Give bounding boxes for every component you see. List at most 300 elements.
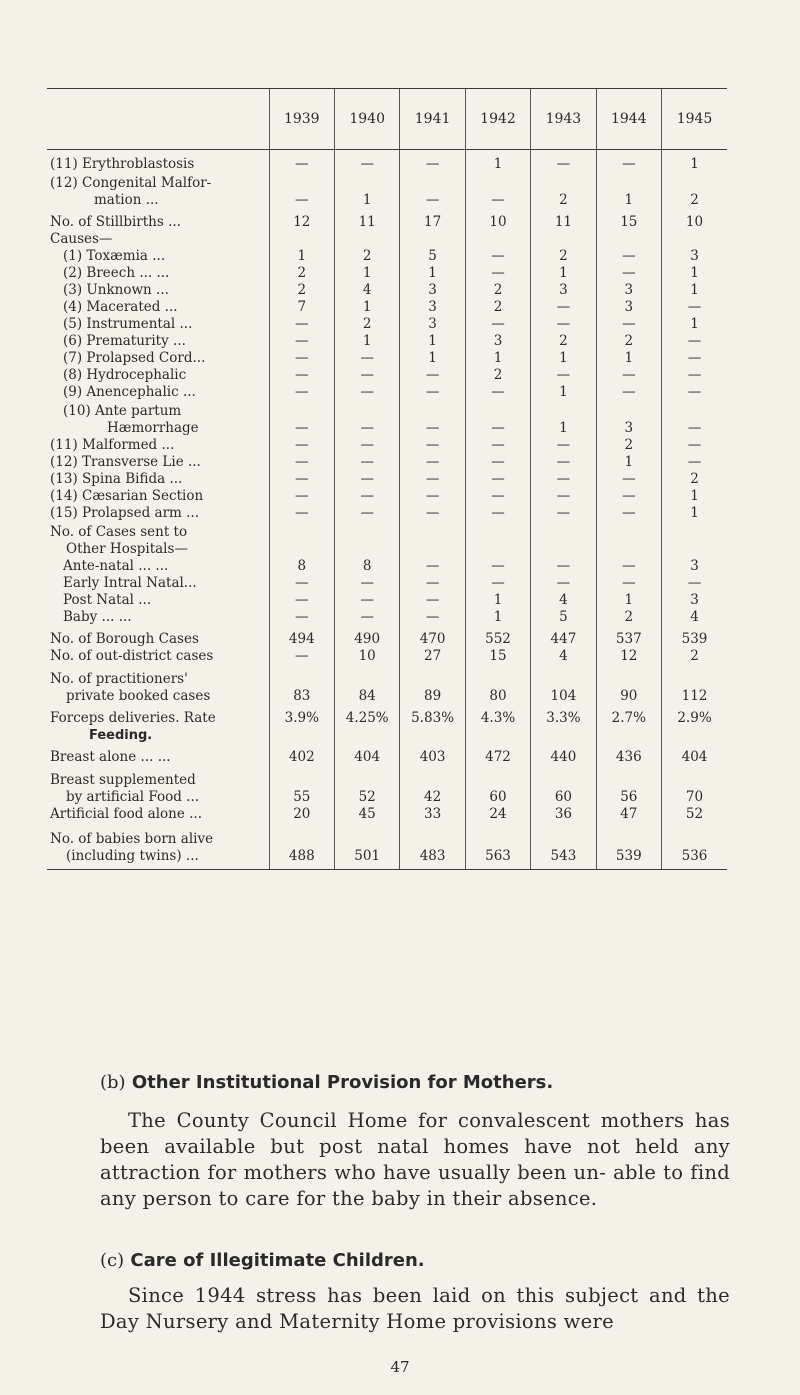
table-cell: 1 [531, 384, 596, 401]
table-cell [662, 522, 727, 558]
table-cell: 12 [596, 648, 661, 665]
table-cell: — [531, 367, 596, 384]
table-cell: 55 [269, 766, 334, 806]
table-row [47, 316, 727, 333]
table-cell: 2 [531, 248, 596, 265]
table-cell [596, 727, 661, 744]
table-cell: 80 [465, 665, 530, 705]
table-cell: — [400, 454, 465, 471]
table-cell: 1 [662, 316, 727, 333]
row-label [47, 299, 269, 316]
table-cell: 2 [596, 609, 661, 626]
table-cell: 10 [465, 209, 530, 231]
table-cell: — [269, 505, 334, 522]
table-row [47, 401, 727, 437]
row-label [47, 505, 269, 522]
row-label [47, 248, 269, 265]
table-cell: — [596, 384, 661, 401]
table-header-row [47, 89, 727, 150]
table-cell: 1 [662, 488, 727, 505]
table-cell: 3.9% [269, 705, 334, 727]
table-cell [662, 727, 727, 744]
table-cell: 15 [596, 209, 661, 231]
row-label-line: No. of out-district cases [50, 648, 214, 664]
table-cell: — [465, 558, 530, 575]
table-cell: — [465, 575, 530, 592]
table-cell: — [662, 437, 727, 454]
row-label [47, 316, 269, 333]
table-cell: 5.83% [400, 705, 465, 727]
table-cell: 10 [334, 648, 399, 665]
row-label [47, 558, 269, 575]
row-label-line: (2) Breech ... ... [63, 265, 170, 281]
table-cell: 3 [662, 592, 727, 609]
row-label-line: (8) Hydrocephalic [63, 367, 187, 383]
table-cell: — [465, 248, 530, 265]
table-cell: 47 [596, 806, 661, 823]
row-label [47, 231, 269, 248]
table-cell: — [269, 367, 334, 384]
row-label-line: Other Hospitals— [66, 541, 188, 557]
table-cell: 60 [531, 766, 596, 806]
table-cell: — [400, 437, 465, 454]
table-cell: — [269, 471, 334, 488]
table-cell [400, 231, 465, 248]
table-cell: — [334, 471, 399, 488]
table-cell: 10 [662, 209, 727, 231]
table-cell: — [662, 367, 727, 384]
table-cell: 3 [400, 282, 465, 299]
row-label [47, 265, 269, 282]
table-cell: 8 [334, 558, 399, 575]
table-cell: 447 [531, 626, 596, 648]
table-cell: — [334, 150, 399, 174]
table-cell: — [400, 575, 465, 592]
table-cell: — [334, 367, 399, 384]
table-cell: 2 [465, 367, 530, 384]
table-cell: 11 [531, 209, 596, 231]
table-cell: 60 [465, 766, 530, 806]
table-cell [531, 522, 596, 558]
section-b-text: The County Council Home for convalescent mothers has been available but post natal homes have not held any attraction for mothers who have usually been un- able to find any person to care for the baby in their absence. [100, 1109, 730, 1210]
table-cell [465, 231, 530, 248]
table-cell: 536 [662, 823, 727, 869]
table-cell: 3 [531, 282, 596, 299]
table-row [47, 744, 727, 766]
table-cell: 2 [531, 333, 596, 350]
table-cell: 4 [531, 592, 596, 609]
table-cell: — [531, 471, 596, 488]
table-cell: 2 [269, 265, 334, 282]
table-cell: 56 [596, 766, 661, 806]
row-label [47, 665, 269, 705]
table-cell: 3 [400, 299, 465, 316]
table-cell: — [269, 333, 334, 350]
year-header: 1944 [596, 89, 661, 150]
table-cell: — [269, 648, 334, 665]
table-cell: 1 [400, 265, 465, 282]
row-label-line: (10) Ante partum [63, 403, 182, 419]
table-cell: — [662, 384, 727, 401]
table-cell: 20 [269, 806, 334, 823]
table-cell: — [465, 316, 530, 333]
table-row [47, 350, 727, 367]
row-label [47, 367, 269, 384]
table-cell: — [596, 316, 661, 333]
table-cell: 563 [465, 823, 530, 869]
table-cell: — [465, 173, 530, 209]
table-cell: 2 [596, 333, 661, 350]
row-label-line: No. of babies born alive [50, 830, 214, 847]
table-cell: 3 [662, 558, 727, 575]
table-cell: — [400, 488, 465, 505]
table-cell: 490 [334, 626, 399, 648]
table-cell [269, 727, 334, 744]
table-cell: 1 [400, 333, 465, 350]
row-label [47, 384, 269, 401]
table-cell: 17 [400, 209, 465, 231]
table-cell: — [400, 150, 465, 174]
table-cell: — [465, 384, 530, 401]
table-cell: — [269, 401, 334, 437]
table-cell: 15 [465, 648, 530, 665]
table-cell: — [334, 401, 399, 437]
table-cell: 1 [334, 173, 399, 209]
row-label-line: No. of Borough Cases [50, 631, 199, 647]
table-row [47, 823, 727, 869]
section-b-heading [100, 1072, 553, 1093]
row-label-line: Breast alone ... ... [50, 749, 171, 765]
table-cell: 4.3% [465, 705, 530, 727]
table-cell [531, 231, 596, 248]
table-row [47, 265, 727, 282]
table-cell: 402 [269, 744, 334, 766]
table-cell [465, 522, 530, 558]
table-cell: 5 [531, 609, 596, 626]
table-cell: — [596, 367, 661, 384]
table-cell: 2 [465, 282, 530, 299]
row-label-line: (1) Toxæmia ... [63, 248, 166, 264]
table-cell: — [400, 384, 465, 401]
row-label-line: No. of Cases sent to [50, 524, 188, 540]
table-cell: — [662, 299, 727, 316]
table-row [47, 558, 727, 575]
row-label-line: Causes— [50, 231, 113, 247]
year-header: 1940 [334, 89, 399, 150]
table-row [47, 522, 727, 558]
table-row [47, 592, 727, 609]
table-cell: — [596, 575, 661, 592]
table-cell: 1 [334, 299, 399, 316]
table-cell: 1 [596, 350, 661, 367]
table-cell: 1 [662, 505, 727, 522]
table-row [47, 665, 727, 705]
table-cell: 2.7% [596, 705, 661, 727]
section-c-prefix: (c) [100, 1250, 125, 1271]
row-label [47, 209, 269, 231]
table-row [47, 384, 727, 401]
table-cell: — [269, 384, 334, 401]
table-cell: — [334, 505, 399, 522]
table-cell: 3 [400, 316, 465, 333]
table-cell: — [465, 488, 530, 505]
table-cell: 472 [465, 744, 530, 766]
table-cell: — [465, 265, 530, 282]
row-label [47, 727, 269, 744]
row-label [47, 488, 269, 505]
section-b-title: Other Institutional Provision for Mothers. [131, 1072, 554, 1093]
table-cell: 2 [269, 282, 334, 299]
table-row [47, 282, 727, 299]
table-cell: 112 [662, 665, 727, 705]
table-cell: 89 [400, 665, 465, 705]
table-cell: — [465, 437, 530, 454]
table-cell: — [269, 454, 334, 471]
table-cell [269, 231, 334, 248]
table-row [47, 437, 727, 454]
table-cell: — [400, 592, 465, 609]
row-label-line: private booked cases [66, 688, 211, 704]
table-cell: 11 [334, 209, 399, 231]
table-cell: 3 [596, 282, 661, 299]
table-cell [334, 231, 399, 248]
table-cell: 45 [334, 806, 399, 823]
table-cell: — [334, 454, 399, 471]
section-c-title: Care of Illegitimate Children. [130, 1250, 425, 1271]
table-cell: — [531, 150, 596, 174]
table-cell: — [465, 401, 530, 437]
table-row [47, 727, 727, 744]
table-row [47, 209, 727, 231]
row-label [47, 648, 269, 665]
row-label-line: (12) Transverse Lie ... [50, 454, 201, 470]
table-cell [400, 727, 465, 744]
table-cell: 1 [596, 173, 661, 209]
table-cell: 24 [465, 806, 530, 823]
table-cell: — [269, 592, 334, 609]
row-label-line: Early Intral Natal... [63, 575, 197, 591]
table-cell: 403 [400, 744, 465, 766]
table-cell: — [596, 150, 661, 174]
table-cell: 404 [334, 744, 399, 766]
table-cell: — [531, 454, 596, 471]
table-cell: — [531, 488, 596, 505]
table-cell: — [334, 592, 399, 609]
table-cell: — [531, 299, 596, 316]
row-label-line: No. of practitioners' [50, 671, 188, 687]
row-label [47, 401, 269, 437]
table-cell: 12 [269, 209, 334, 231]
table-row [47, 173, 727, 209]
table-row [47, 333, 727, 350]
table-cell: — [596, 488, 661, 505]
row-label [47, 575, 269, 592]
table-cell [465, 727, 530, 744]
table-cell: — [400, 367, 465, 384]
table-cell [662, 231, 727, 248]
table-cell: 483 [400, 823, 465, 869]
table-cell: 1 [400, 350, 465, 367]
table-cell: 436 [596, 744, 661, 766]
table-cell: — [596, 265, 661, 282]
table-cell: — [596, 248, 661, 265]
table-cell: — [662, 333, 727, 350]
row-label [47, 282, 269, 299]
row-label-line: (13) Spina Bifida ... [50, 471, 183, 487]
row-label-line: Artificial food alone ... [50, 806, 203, 822]
table-cell: — [465, 505, 530, 522]
row-label-line: by artificial Food ... [66, 789, 200, 805]
table-cell: 404 [662, 744, 727, 766]
table-cell: 440 [531, 744, 596, 766]
table-cell: 1 [269, 248, 334, 265]
table-cell: — [269, 609, 334, 626]
table-row [47, 626, 727, 648]
table-cell: — [269, 316, 334, 333]
table-cell: 3.3% [531, 705, 596, 727]
table-cell: — [334, 488, 399, 505]
table-cell: — [334, 609, 399, 626]
row-label-line: (11) Erythroblastosis [50, 156, 195, 172]
table-cell: 2 [662, 648, 727, 665]
table-cell: — [465, 471, 530, 488]
row-label-line: mation ... [94, 192, 159, 208]
table-cell: 84 [334, 665, 399, 705]
row-label [47, 744, 269, 766]
table-cell: 1 [465, 150, 530, 174]
table-cell: 1 [662, 282, 727, 299]
table-row [47, 248, 727, 265]
row-label-line: (4) Macerated ... [63, 299, 178, 315]
table-body [47, 150, 727, 870]
row-label-line: (6) Prematurity ... [63, 333, 186, 349]
table-cell: — [269, 350, 334, 367]
table-cell: 1 [465, 609, 530, 626]
section-b-prefix: (b) [100, 1072, 126, 1093]
table-cell: 2 [662, 471, 727, 488]
row-label-line: Forceps deliveries. Rate [50, 710, 216, 726]
year-header: 1941 [400, 89, 465, 150]
table-cell: — [662, 454, 727, 471]
table-cell: 1 [334, 333, 399, 350]
table-cell: 33 [400, 806, 465, 823]
row-label [47, 806, 269, 823]
table-cell: 42 [400, 766, 465, 806]
table-row [47, 575, 727, 592]
table-cell: — [531, 505, 596, 522]
table-cell: — [531, 575, 596, 592]
table-cell: 83 [269, 665, 334, 705]
row-label [47, 705, 269, 727]
table-cell: 2 [596, 437, 661, 454]
table-cell: 2 [662, 173, 727, 209]
year-header: 1945 [662, 89, 727, 150]
table-cell [531, 727, 596, 744]
table-cell: — [465, 454, 530, 471]
table-row [47, 488, 727, 505]
row-label-line: (14) Cæsarian Section [50, 488, 204, 504]
table-cell: 8 [269, 558, 334, 575]
table-cell: 52 [662, 806, 727, 823]
table-cell: — [596, 558, 661, 575]
table-row [47, 231, 727, 248]
table-cell: 470 [400, 626, 465, 648]
table-cell: 1 [531, 401, 596, 437]
header-corner [47, 89, 269, 150]
table-cell: 3 [596, 299, 661, 316]
table-cell: 488 [269, 823, 334, 869]
table-cell [596, 231, 661, 248]
table-cell: — [400, 505, 465, 522]
statistics-table [47, 88, 727, 870]
table-cell: — [531, 316, 596, 333]
table-row [47, 150, 727, 174]
row-label-line: No. of Stillbirths ... [50, 214, 181, 230]
table-row [47, 454, 727, 471]
table-cell: — [400, 558, 465, 575]
table-cell: 27 [400, 648, 465, 665]
row-label [47, 173, 269, 209]
table-cell: 2 [531, 173, 596, 209]
table-cell: 539 [596, 823, 661, 869]
table-cell [269, 522, 334, 558]
table-cell: — [269, 173, 334, 209]
table-cell: 4 [334, 282, 399, 299]
row-label-line: Feeding. [89, 728, 153, 743]
table-row [47, 299, 727, 316]
row-label [47, 471, 269, 488]
table-cell: 552 [465, 626, 530, 648]
table-cell: 2 [334, 316, 399, 333]
table-cell: 1 [531, 265, 596, 282]
table-cell: 3 [465, 333, 530, 350]
table-cell: — [269, 575, 334, 592]
row-label [47, 766, 269, 806]
table-cell: — [400, 173, 465, 209]
table-cell: 1 [662, 265, 727, 282]
row-label [47, 150, 269, 174]
year-header: 1943 [531, 89, 596, 150]
row-label [47, 592, 269, 609]
table-cell: — [662, 350, 727, 367]
table-cell [400, 522, 465, 558]
table-cell: 1 [531, 350, 596, 367]
table-cell: 90 [596, 665, 661, 705]
table-cell: 4.25% [334, 705, 399, 727]
table-cell: 1 [465, 592, 530, 609]
table-cell: 36 [531, 806, 596, 823]
section-c-heading [100, 1250, 425, 1271]
section-c-text: Since 1944 stress has been laid on this subject and the Day Nursery and Maternity Home provisions were [100, 1284, 730, 1333]
table-cell: — [334, 437, 399, 454]
page-number: 47 [390, 1358, 410, 1376]
row-label-line: (7) Prolapsed Cord... [63, 350, 206, 366]
table-cell: 494 [269, 626, 334, 648]
table-cell: — [596, 471, 661, 488]
table-cell: — [400, 401, 465, 437]
table-cell: 7 [269, 299, 334, 316]
table-cell: 501 [334, 823, 399, 869]
table-cell [334, 522, 399, 558]
year-header: 1939 [269, 89, 334, 150]
table-cell: 52 [334, 766, 399, 806]
row-label-line: (15) Prolapsed arm ... [50, 505, 199, 521]
row-label-line: (5) Instrumental ... [63, 316, 193, 332]
table-cell: — [269, 150, 334, 174]
table-cell: 539 [662, 626, 727, 648]
table-cell: 543 [531, 823, 596, 869]
table-cell: — [400, 471, 465, 488]
